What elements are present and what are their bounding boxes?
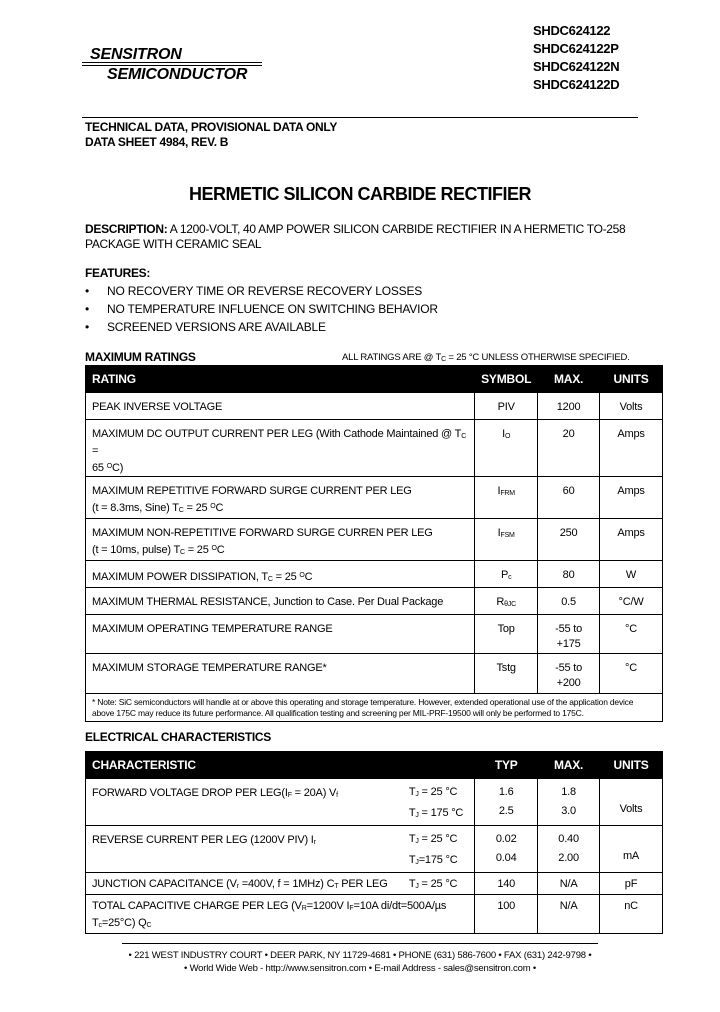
rating-cell [86, 420, 475, 477]
units-cell: W [600, 561, 663, 588]
max-cell: 80 [538, 561, 600, 588]
char-text: =25°C) Q [101, 917, 147, 929]
col-header-max: MAX. [538, 752, 600, 779]
cond-text: = 25 °C [418, 833, 458, 845]
electrical-heading: ELECTRICAL CHARACTERISTICS [85, 730, 271, 744]
part-number: SHDC624122N [533, 59, 620, 74]
condition-cell [405, 779, 475, 826]
description-text: A 1200-VOLT, 40 AMP POWER SILICON CARBIDE RECTIFIER IN A HERMETIC TO-258 [167, 222, 626, 236]
typ-cell [475, 779, 538, 826]
rating-text: MAXIMUM POWER DISSIPATION, T [92, 571, 268, 583]
footnote-row [86, 694, 663, 722]
max-text: +175 [556, 638, 581, 650]
symbol-cell [475, 561, 538, 588]
rating-sup: O [106, 463, 112, 470]
max-cell: N/A [538, 895, 600, 934]
footnote [86, 694, 663, 722]
table-row [86, 615, 663, 654]
rating-text: C [215, 502, 224, 514]
char-sub: R [301, 905, 307, 912]
units-cell: mA [600, 826, 663, 873]
cond-text: T [408, 833, 416, 845]
max-cell: 1200 [538, 393, 600, 420]
typ-text: 2.5 [498, 805, 514, 817]
characteristic-cell [86, 779, 405, 826]
char-text: =1200V I [306, 900, 350, 912]
char-text: REVERSE CURRENT PER LEG (1200V PIV) I [92, 834, 314, 846]
max-cell [538, 826, 600, 873]
features-list [85, 282, 438, 336]
footer-address: • 221 WEST INDUSTRY COURT • DEER PARK, NY 11729-4681 • PHONE (631) 586-7600 • FAX (631) 242-9798 • [128, 950, 592, 961]
max-cell [538, 779, 600, 826]
part-number: SHDC624122D [533, 77, 620, 92]
feature-item: • NO TEMPERATURE INFLUENCE ON SWITCHING BEHAVIOR [85, 302, 438, 316]
rating-text: (t = 10ms, pulse) T [92, 544, 181, 556]
symbol-cell [475, 519, 538, 561]
rating-text: C [304, 571, 313, 583]
char-text: TOTAL CAPACITIVE CHARGE PER LEG (V [92, 900, 302, 912]
table-row [86, 895, 663, 934]
char-text: = 20A) V [291, 787, 337, 799]
max-cell [538, 654, 600, 694]
units-cell: pF [600, 873, 663, 895]
char-sub: F [349, 905, 354, 912]
max-ratings-heading: MAXIMUM RATINGS [85, 350, 196, 364]
max-text: +200 [556, 677, 581, 689]
typ-cell: 100 [475, 895, 538, 934]
symbol-cell [475, 477, 538, 519]
max-cell: 250 [538, 519, 600, 561]
char-sub: T [334, 883, 339, 890]
symbol-cell [475, 420, 538, 477]
condition-cell [405, 826, 475, 873]
cond-sub: J [415, 883, 419, 890]
char-sub: r [313, 839, 316, 846]
units-cell: °C [600, 654, 663, 694]
logo-line1: SENSITRON [90, 46, 182, 63]
symbol-text: R [496, 596, 505, 608]
cond-text: T [408, 786, 416, 798]
rating-text: C) [111, 462, 124, 474]
symbol-sub: c [508, 574, 512, 581]
description [85, 222, 645, 236]
col-header-typ: TYP [475, 752, 538, 779]
symbol-sub: FRM [500, 490, 515, 497]
company-logo [82, 45, 262, 91]
rating-sup: O [299, 572, 305, 579]
max-cell: 0.5 [538, 588, 600, 615]
table-row [86, 588, 663, 615]
typ-text: 1.6 [498, 786, 514, 798]
rating-cell [86, 519, 475, 561]
electrical-table [85, 751, 663, 934]
part-number: SHDC624122 [533, 23, 611, 38]
units-cell: Amps [600, 519, 663, 561]
page-title: HERMETIC SILICON CARBIDE RECTIFIER [188, 184, 531, 204]
units-cell: Amps [600, 420, 663, 477]
table-row [86, 779, 663, 826]
rating-text: C [216, 544, 225, 556]
rating-text: = 25 [184, 544, 212, 556]
symbol-text: I [497, 485, 501, 497]
header-divider [82, 117, 638, 118]
max-ratings-table [85, 365, 663, 722]
symbol-text: I [502, 428, 505, 440]
max-ratings-note [342, 352, 630, 363]
units-cell: nC [600, 895, 663, 934]
part-number-list [533, 22, 619, 94]
max-cell: 60 [538, 477, 600, 519]
symbol-sub: O [504, 433, 511, 440]
note-text: ALL RATINGS ARE @ T [342, 352, 442, 363]
col-header-rating: RATING [86, 366, 475, 393]
cond-text: T [408, 807, 416, 819]
footnote-text: above 175C may reduce its future performance. All qualification testing and screening per MIL-PRF-19500 will only be performed to 175C. [92, 708, 584, 718]
rating-cell [86, 561, 475, 588]
table-row [86, 826, 663, 873]
feature-item: • SCREENED VERSIONS ARE AVAILABLE [85, 320, 326, 334]
rating-sup: O [210, 503, 216, 510]
feature-text: SCREENED VERSIONS ARE AVAILABLE [107, 320, 326, 334]
char-text: =10A di/dt=500A/µs [353, 900, 447, 912]
units-cell: °C/W [600, 588, 663, 615]
rating-text: (t = 8.3ms, Sine) T [92, 502, 179, 514]
symbol-cell: PIV [475, 393, 538, 420]
features-label: FEATURES: [85, 266, 151, 280]
symbol-text: I [497, 527, 501, 539]
cond-sub: J [415, 859, 419, 866]
note-text: = 25 °C UNLESS OTHERWISE SPECIFIED. [445, 352, 630, 363]
max-text: 0.40 [558, 833, 579, 845]
cond-sub: J [415, 838, 419, 845]
table-row [86, 873, 663, 895]
rating-sub: C [178, 507, 184, 514]
rating-cell: MAXIMUM THERMAL RESISTANCE, Junction to Case. Per Dual Package [86, 588, 475, 615]
rating-cell: MAXIMUM OPERATING TEMPERATURE RANGE [86, 615, 475, 654]
characteristic-cell [86, 895, 475, 934]
col-header-symbol: SYMBOL [475, 366, 538, 393]
rating-text: = [92, 445, 99, 457]
typ-cell [475, 826, 538, 873]
col-header-max: MAX. [538, 366, 600, 393]
col-header-units: UNITS [600, 366, 663, 393]
cond-text: = 175 °C [418, 807, 464, 819]
description-text-line2: PACKAGE WITH CERAMIC SEAL [85, 237, 262, 251]
note-sub: C [441, 356, 446, 363]
footer-web: • World Wide Web - http://www.sensitron.com • E-mail Address - sales@sensitron.com • [184, 963, 536, 974]
char-text: JUNCTION CAPACITANCE (V [92, 878, 237, 890]
char-text: PER LEG [338, 878, 388, 890]
units-cell: °C [600, 615, 663, 654]
table-row [86, 420, 663, 477]
rating-text: MAXIMUM REPETITIVE FORWARD SURGE CURRENT PER LEG [92, 485, 412, 497]
logo-line2: SEMICONDUCTOR [107, 66, 248, 83]
char-sub: F [287, 792, 292, 799]
description-label: DESCRIPTION: [85, 222, 168, 236]
char-text: =400V, f = 1MHz) C [238, 878, 335, 890]
cond-text: =175 °C [418, 854, 458, 866]
typ-cell: 140 [475, 873, 538, 895]
condition-cell [405, 873, 475, 895]
characteristic-cell [86, 873, 405, 895]
cond-sub: J [415, 791, 419, 798]
typ-text: 0.04 [495, 852, 517, 864]
footer-divider [122, 943, 598, 944]
rating-sub: C [267, 576, 273, 583]
max-text: -55 to [555, 662, 583, 674]
cond-text: = 25 °C [418, 878, 458, 890]
char-text: FORWARD VOLTAGE DROP PER LEG(I [92, 787, 288, 799]
header-line2: DATA SHEET 4984, REV. B [85, 135, 229, 149]
rating-sub: C [180, 549, 185, 556]
rating-sup: O [211, 545, 217, 552]
char-sub: C [146, 922, 152, 929]
cond-text: = 25 °C [418, 786, 458, 798]
max-cell [538, 615, 600, 654]
rating-cell: PEAK INVERSE VOLTAGE [86, 393, 475, 420]
units-cell: Amps [600, 477, 663, 519]
symbol-text: P [500, 569, 509, 581]
footnote-text: * Note: SiC semiconductors will handle at or above this operating and storage temperature. However, extended operational use of the application device [92, 697, 634, 707]
max-text: 2.00 [558, 852, 579, 864]
col-header-units: UNITS [600, 752, 663, 779]
typ-text: 0.02 [495, 833, 517, 845]
part-number: SHDC624122P [533, 41, 619, 56]
feature-item: • NO RECOVERY TIME OR REVERSE RECOVERY LOSSES [85, 284, 423, 298]
char-sub: c [98, 922, 102, 929]
units-cell: Volts [600, 393, 663, 420]
feature-text: NO RECOVERY TIME OR REVERSE RECOVERY LOSSES [107, 284, 423, 298]
cond-sub: J [415, 812, 419, 819]
char-sub: r [236, 883, 239, 890]
max-text: -55 to [555, 623, 583, 635]
table-row [86, 654, 663, 694]
rating-text: MAXIMUM DC OUTPUT CURRENT PER LEG (With Cathode Maintained @ T [92, 428, 462, 440]
symbol-sub: FSM [500, 532, 515, 539]
rating-text: MAXIMUM NON-REPETITIVE FORWARD SURGE CURREN PER LEG [92, 527, 433, 539]
table-row [86, 519, 663, 561]
rating-text: = 25 [183, 502, 211, 514]
symbol-cell: Top [475, 615, 538, 654]
cond-text: T [408, 854, 416, 866]
rating-text: = 25 [272, 571, 300, 583]
table-row [86, 477, 663, 519]
max-text: 1.8 [561, 786, 576, 798]
col-header-characteristic: CHARACTERISTIC [86, 752, 475, 779]
max-cell: 20 [538, 420, 600, 477]
rating-text: 65 [92, 462, 107, 474]
table-row [86, 393, 663, 420]
rating-cell [86, 477, 475, 519]
table-row [86, 561, 663, 588]
char-text: T [92, 917, 99, 929]
symbol-cell: Tstg [475, 654, 538, 694]
symbol-cell [475, 588, 538, 615]
cond-text: T [408, 878, 416, 890]
feature-text: NO TEMPERATURE INFLUENCE ON SWITCHING BEHAVIOR [107, 302, 438, 316]
rating-cell: MAXIMUM STORAGE TEMPERATURE RANGE* [86, 654, 475, 694]
characteristic-cell [86, 826, 405, 873]
max-text: 3.0 [561, 805, 576, 817]
units-cell: Volts [600, 779, 663, 826]
max-cell: N/A [538, 873, 600, 895]
char-sub: f [336, 792, 338, 799]
header-line1: TECHNICAL DATA, PROVISIONAL DATA ONLY [85, 120, 338, 134]
rating-sub: C [461, 433, 467, 440]
symbol-sub: θJC [504, 601, 516, 608]
